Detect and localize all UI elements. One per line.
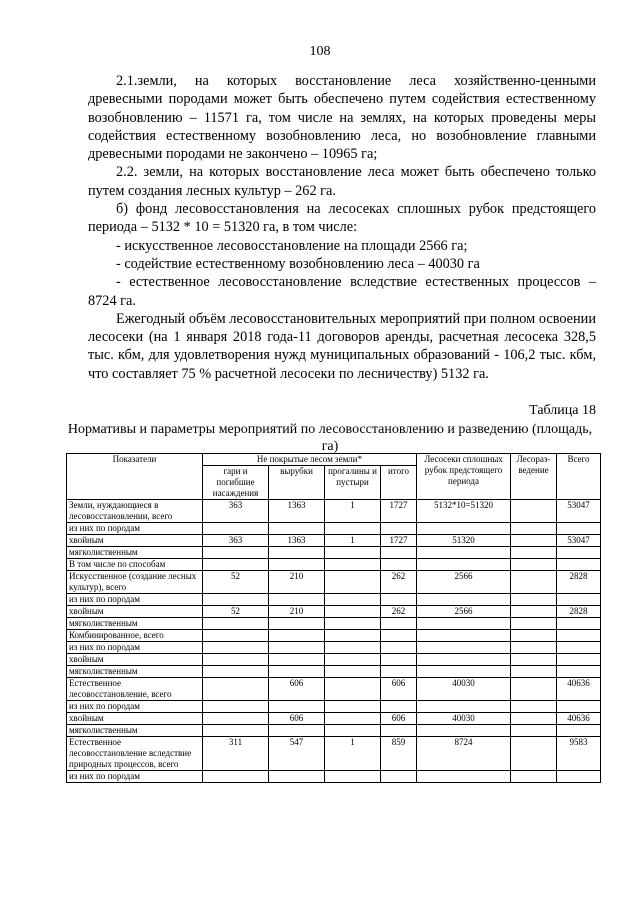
cell-subtotal [381, 594, 417, 606]
table-row [67, 725, 601, 737]
cell-glades [325, 713, 381, 725]
page-number: 108 [309, 44, 331, 59]
cell-subtotal [381, 642, 417, 654]
cell-label: из них по породам [67, 594, 203, 606]
cell-cutting-areas [417, 725, 511, 737]
cell-cutting-areas: 2566 [417, 571, 511, 594]
cell-cutting-areas [417, 618, 511, 630]
cell-cutting-areas: 2566 [417, 606, 511, 618]
cell-subtotal: 1727 [381, 535, 417, 547]
table-row [67, 678, 601, 701]
cell-total: 9583 [557, 737, 601, 771]
cell-total: 2828 [557, 606, 601, 618]
table-title: Нормативы и параметры мероприятий по лесовосстановлению и разведению (площадь, га) [67, 422, 593, 454]
cell-cutting-areas [417, 630, 511, 642]
cell-glades [325, 701, 381, 713]
cell-total [557, 654, 601, 666]
cell-total: 40636 [557, 713, 601, 725]
cell-burned [203, 559, 269, 571]
cell-afforestation [511, 535, 557, 547]
list-item: - искусственное лесовосстановление на площади 2566 га; [116, 237, 468, 254]
cell-glades [325, 523, 381, 535]
cell-label: Естественное лесовосстановление, всего [67, 678, 203, 701]
cell-cutting-areas: 40030 [417, 713, 511, 725]
cell-cuttings: 606 [269, 713, 325, 725]
cell-cutting-areas [417, 771, 511, 783]
cell-afforestation [511, 701, 557, 713]
cell-cutting-areas: 51320 [417, 535, 511, 547]
table-row [67, 666, 601, 678]
paragraph-2-1: 2.1.земли, на которых восстановление леса хозяйственно-ценными древесными породами может быть обеспечено путем содействия естественному возобновлению – 11571 га, том числе на землях, на которых проведены меры содействия естественному возобновлению леса, но возобновление главными древесными породами не закончено – 10965 га; [88, 73, 596, 163]
body-text [88, 72, 596, 383]
cell-label: мягколиственным [67, 547, 203, 559]
cell-total: 53047 [557, 535, 601, 547]
cell-burned [203, 771, 269, 783]
cell-glades [325, 559, 381, 571]
cell-subtotal: 262 [381, 571, 417, 594]
cell-afforestation [511, 737, 557, 771]
cell-label: из них по породам [67, 642, 203, 654]
cell-glades [325, 771, 381, 783]
table-row [67, 630, 601, 642]
cell-glades [325, 594, 381, 606]
cell-cutting-areas [417, 666, 511, 678]
cell-subtotal: 1727 [381, 500, 417, 523]
cell-burned [203, 594, 269, 606]
cell-afforestation [511, 523, 557, 535]
cell-subtotal: 859 [381, 737, 417, 771]
cell-label: мягколиственным [67, 666, 203, 678]
cell-cutting-areas: 40030 [417, 678, 511, 701]
cell-total [557, 642, 601, 654]
header-indicators: Показатели [67, 454, 203, 500]
cell-burned: 52 [203, 571, 269, 594]
cell-total [557, 701, 601, 713]
paragraph-b: б) фонд лесовосстановления на лесосеках сплошных рубок предстоящего периода – 5132 * 10 = 51320 га, в том числе: [88, 201, 596, 236]
cell-subtotal [381, 725, 417, 737]
cell-cuttings [269, 771, 325, 783]
cell-total [557, 547, 601, 559]
cell-cuttings: 1363 [269, 535, 325, 547]
cell-total [557, 618, 601, 630]
cell-burned: 363 [203, 535, 269, 547]
cell-label: хвойным [67, 654, 203, 666]
cell-afforestation [511, 642, 557, 654]
cell-label: хвойным [67, 713, 203, 725]
cell-subtotal [381, 559, 417, 571]
cell-subtotal [381, 654, 417, 666]
cell-subtotal [381, 771, 417, 783]
cell-subtotal [381, 666, 417, 678]
cell-cuttings [269, 642, 325, 654]
cell-cuttings [269, 725, 325, 737]
table-row [67, 701, 601, 713]
cell-burned [203, 666, 269, 678]
cell-cutting-areas [417, 547, 511, 559]
cell-burned [203, 725, 269, 737]
cell-afforestation [511, 630, 557, 642]
cell-total [557, 771, 601, 783]
table-row [67, 594, 601, 606]
cell-label: мягколиственным [67, 725, 203, 737]
cell-glades [325, 678, 381, 701]
cell-cutting-areas [417, 559, 511, 571]
cell-afforestation [511, 594, 557, 606]
table-row [67, 547, 601, 559]
cell-glades [325, 606, 381, 618]
table-label: Таблица 18 [529, 403, 596, 418]
cell-total [557, 594, 601, 606]
cell-cutting-areas [417, 594, 511, 606]
cell-cuttings: 547 [269, 737, 325, 771]
cell-cuttings: 210 [269, 606, 325, 618]
cell-subtotal: 606 [381, 713, 417, 725]
cell-burned [203, 618, 269, 630]
header-burned: гари и погибшие насаждения [203, 466, 269, 500]
cell-afforestation [511, 654, 557, 666]
cell-cuttings: 606 [269, 678, 325, 701]
cell-glades: 1 [325, 500, 381, 523]
cell-afforestation [511, 618, 557, 630]
cell-label: Искусственное (создание лесных культур), всего [67, 571, 203, 594]
cell-afforestation [511, 713, 557, 725]
cell-subtotal: 606 [381, 678, 417, 701]
cell-burned [203, 713, 269, 725]
cell-glades [325, 642, 381, 654]
cell-label: В том числе по способам [67, 559, 203, 571]
cell-total [557, 666, 601, 678]
cell-label: из них по породам [67, 523, 203, 535]
paragraph-natural: - естественное лесовосстановление вследствие естественных процессов – 8724 га. [88, 274, 596, 309]
table-row [67, 654, 601, 666]
cell-burned [203, 547, 269, 559]
cell-afforestation [511, 606, 557, 618]
header-glades: прогалины и пустыри [325, 466, 381, 500]
header-cutting-areas: Лесосеки сплошных рубок предстоящего периода [417, 454, 511, 500]
table-row [67, 571, 601, 594]
cell-label: Комбинированное, всего [67, 630, 203, 642]
cell-afforestation [511, 571, 557, 594]
cell-cutting-areas: 8724 [417, 737, 511, 771]
header-total: Всего [557, 454, 601, 500]
cell-glades [325, 618, 381, 630]
cell-total [557, 559, 601, 571]
cell-burned [203, 523, 269, 535]
cell-burned [203, 630, 269, 642]
cell-burned: 311 [203, 737, 269, 771]
table-row [67, 500, 601, 523]
cell-label: из них по породам [67, 701, 203, 713]
cell-subtotal [381, 701, 417, 713]
cell-total [557, 523, 601, 535]
cell-cutting-areas [417, 642, 511, 654]
cell-burned [203, 642, 269, 654]
cell-glades [325, 547, 381, 559]
cell-total: 53047 [557, 500, 601, 523]
cell-glades [325, 725, 381, 737]
cell-afforestation [511, 547, 557, 559]
cell-total [557, 725, 601, 737]
cell-burned [203, 701, 269, 713]
cell-cutting-areas [417, 523, 511, 535]
cell-burned [203, 654, 269, 666]
cell-cuttings [269, 618, 325, 630]
cell-subtotal [381, 523, 417, 535]
paragraph-2-2: 2.2. земли, на которых восстановление леса может быть обеспечено только путем создания лесных культур – 262 га. [88, 164, 596, 199]
cell-cuttings [269, 666, 325, 678]
cell-glades: 1 [325, 535, 381, 547]
cell-afforestation [511, 500, 557, 523]
cell-subtotal [381, 618, 417, 630]
reforestation-table [66, 453, 601, 783]
cell-cutting-areas [417, 654, 511, 666]
table-row [67, 737, 601, 771]
cell-subtotal [381, 547, 417, 559]
list-item: - содействие естественному возобновлению леса – 40030 га [116, 255, 480, 272]
cell-glades [325, 630, 381, 642]
cell-burned: 363 [203, 500, 269, 523]
cell-label: хвойным [67, 606, 203, 618]
cell-cuttings [269, 523, 325, 535]
table-row [67, 606, 601, 618]
cell-cuttings [269, 594, 325, 606]
cell-label: Естественное лесовосстановление вследствие природных процессов, всего [67, 737, 203, 771]
cell-label: Земли, нуждающиеся в лесовосстановлении, всего [67, 500, 203, 523]
cell-total: 40636 [557, 678, 601, 701]
table-row [67, 523, 601, 535]
cell-burned [203, 678, 269, 701]
cell-afforestation [511, 725, 557, 737]
cell-cuttings [269, 559, 325, 571]
header-not-covered: Не покрытые лесом земли* [203, 454, 417, 466]
cell-cuttings: 210 [269, 571, 325, 594]
cell-label: хвойным [67, 535, 203, 547]
cell-glades [325, 571, 381, 594]
cell-glades: 1 [325, 737, 381, 771]
cell-cuttings [269, 701, 325, 713]
header-subtotal: итого [381, 466, 417, 500]
cell-afforestation [511, 559, 557, 571]
cell-label: мягколиственным [67, 618, 203, 630]
table-row [67, 771, 601, 783]
cell-afforestation [511, 678, 557, 701]
cell-label: из них по породам [67, 771, 203, 783]
cell-glades [325, 654, 381, 666]
cell-subtotal: 262 [381, 606, 417, 618]
cell-cutting-areas: 5132*10=51320 [417, 500, 511, 523]
cell-cuttings [269, 630, 325, 642]
table-row [67, 618, 601, 630]
table-row [67, 713, 601, 725]
cell-cuttings [269, 654, 325, 666]
paragraph-annual: Ежегодный объём лесовосстановительных мероприятий при полном освоении лесосеки (на 1 января 2018 года-11 договоров аренды, расчетная лесосека 328,5 тыс. кбм, для удовлетворения нужд муниципальных образований - 106,2 тыс. кбм, что составляет 75 % расчетной лесосеки по лесничеству) 5132 га. [88, 310, 596, 382]
cell-afforestation [511, 666, 557, 678]
cell-afforestation [511, 771, 557, 783]
cell-total: 2828 [557, 571, 601, 594]
cell-glades [325, 666, 381, 678]
cell-cuttings [269, 547, 325, 559]
table-row [67, 559, 601, 571]
cell-cutting-areas [417, 701, 511, 713]
header-afforestation: Лесораз-ведение [511, 454, 557, 500]
cell-cuttings: 1363 [269, 500, 325, 523]
cell-subtotal [381, 630, 417, 642]
table-body [67, 500, 601, 783]
cell-burned: 52 [203, 606, 269, 618]
header-cuttings: вырубки [269, 466, 325, 500]
cell-total [557, 630, 601, 642]
table-row [67, 642, 601, 654]
table-row [67, 535, 601, 547]
